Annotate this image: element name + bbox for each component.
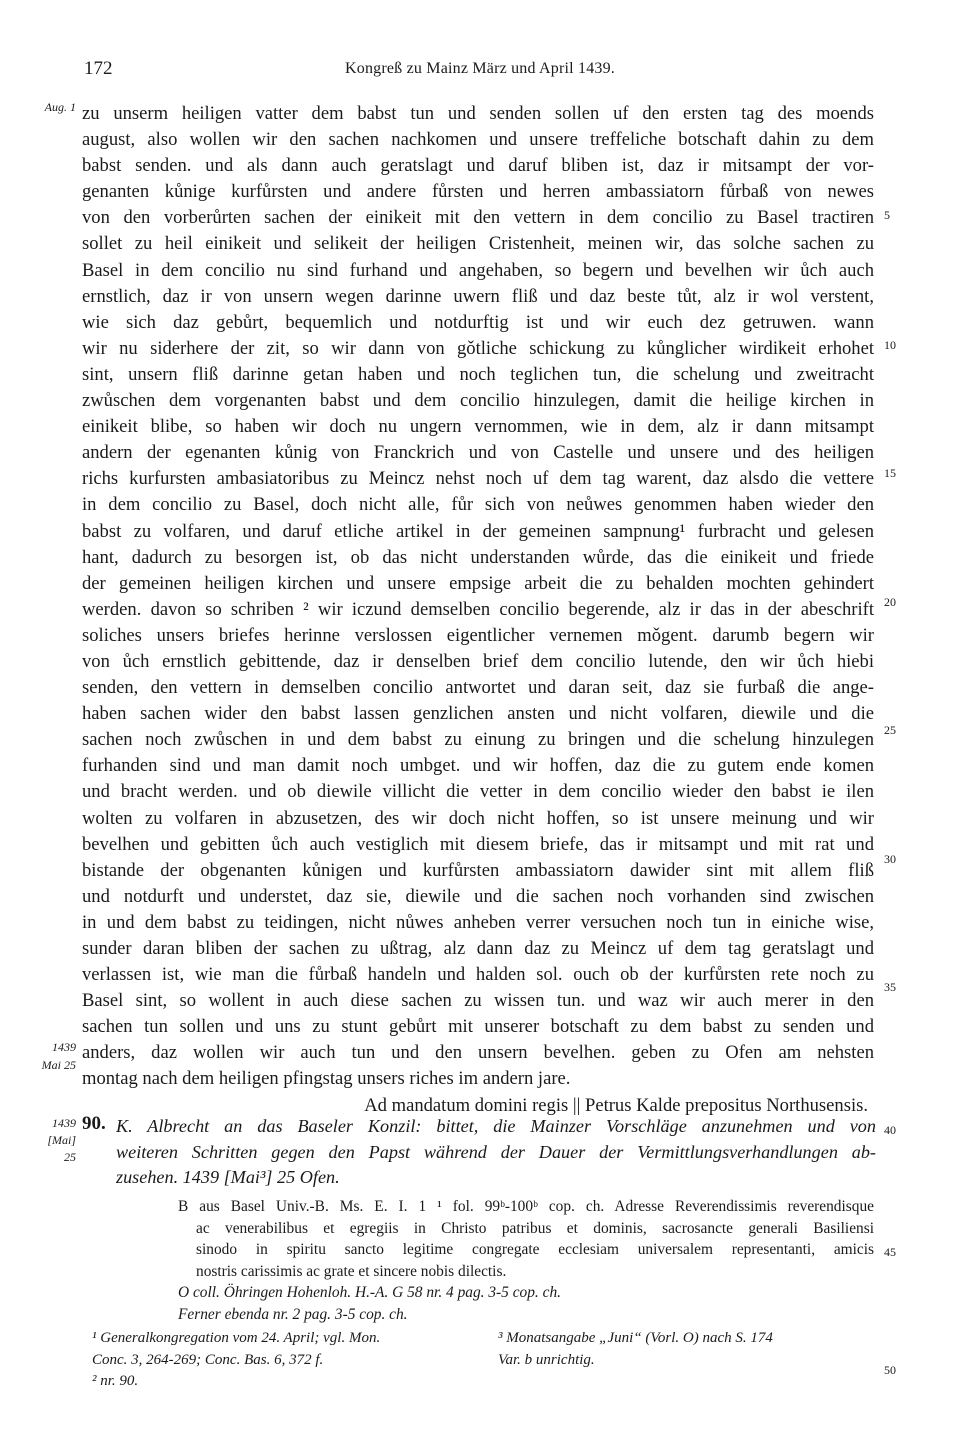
footnote-column-left bbox=[92, 1328, 482, 1393]
text-line: sint, unsern fliß darinne getan haben und noch teglichen tun, die schelung und zweitracht bbox=[82, 363, 874, 385]
text-line: verlassen ist, wie man die fůrbaß handeln und halden sol. ouch ob der kurfůrsten rete noch zu bbox=[82, 964, 874, 986]
source-note-line: O coll. Öhringen Hohenloh. H.-A. G 58 nr. 4 pag. 3-5 cop. ch. bbox=[178, 1284, 562, 1301]
running-title: Kongreß zu Mainz März und April 1439. bbox=[344, 60, 615, 77]
page-number: 172 bbox=[84, 58, 113, 79]
source-notes bbox=[178, 1196, 874, 1325]
item-title-line: zusehen. 1439 [Mai³] 25 Ofen. bbox=[116, 1167, 340, 1187]
item-title-line: K. Albrecht an das Baseler Konzil: bittet, die Mainzer Vorschläge anzunehmen und von bbox=[116, 1116, 876, 1136]
source-note-line: sinodo in spiritu sancto legitime congregate ecclesiam universalem representanti, amicis bbox=[196, 1241, 874, 1258]
line-number: 10 bbox=[884, 338, 896, 352]
text-line: und notdurft und understet, daz sie, diewile und die sachen noch vorhanden sind zwischen bbox=[82, 885, 874, 907]
line-number: 40 bbox=[884, 1123, 896, 1137]
line-number: 5 bbox=[884, 208, 890, 222]
text-line: haben sachen wider den babst lassen genzlichen ansten und nicht volfaren, diewile und die bbox=[82, 703, 874, 725]
text-line: in und dem babst zu teidingen, nicht nůwes anheben verrer versuchen noch tun in einiche wise, bbox=[82, 911, 874, 933]
text-line: von ůch ernstlich gebittende, daz ir denselben brief dem concilio lutende, den wir ůch hiebi bbox=[82, 650, 874, 672]
item-number: 90. bbox=[82, 1113, 106, 1134]
text-line: august, also wollen wir den sachen nachkomen und unsere treffeliche botschaft dahin zu dem bbox=[82, 129, 874, 151]
text-line: werden. davon so schriben ² wir iczund demselben concilio begerende, alz ir das in der abeschrift bbox=[82, 598, 874, 620]
footnote-column-right bbox=[498, 1328, 878, 1371]
text-line: zwůschen dem vorgenanten babst und dem concilio hinzulegen, damit die heilige kirchen in bbox=[82, 390, 874, 412]
text-line: einikeit blibe, so haben wir doch nu ungern vernommen, wie in dem, alz ir dann mitsampt bbox=[82, 416, 874, 438]
margin-item-year: 1439 bbox=[52, 1116, 76, 1130]
text-line: wolten zu volfaren in abzusetzen, des wir doch nicht hoffen, so ist unsere meinung und wir bbox=[82, 807, 874, 829]
margin-date-day: Mai 25 bbox=[41, 1058, 76, 1072]
text-line: soliches unsers briefes herinne verslossen eigentlicher vernemen mǒgent. darumb begern wir bbox=[82, 624, 874, 646]
line-number: 15 bbox=[884, 466, 896, 480]
line-number: 20 bbox=[884, 595, 896, 609]
text-line: bevelhen und gebitten ůch auch vestiglich mit diesem briefe, das ir mitsampt und mit rat und bbox=[82, 833, 874, 855]
line-number: 25 bbox=[884, 723, 896, 737]
page-header bbox=[0, 58, 960, 86]
line-number: 30 bbox=[884, 852, 896, 866]
source-note-line: B aus Basel Univ.-B. Ms. E. I. 1 ¹ fol. 99ᵇ-100ᵇ cop. ch. Adresse Reverendissimis reverendisque bbox=[178, 1198, 874, 1215]
line-number: 50 bbox=[884, 1363, 896, 1377]
text-line: ernstlich, daz ir von unsern wegen darinne uwern fliß und daz beste tůt, alz ir wol verstent, bbox=[82, 285, 874, 307]
margin-date-aug: Aug. 1 bbox=[44, 100, 76, 114]
footnote-1-cont: Conc. 3, 264-269; Conc. Bas. 6, 372 f. bbox=[92, 1351, 324, 1368]
text-line: sollet zu heil einikeit und selikeit der heiligen Cristenheit, meinen wir, das solche sachen zu bbox=[82, 233, 874, 255]
source-note-line: ac venerabilibus et egregiis in Christo patribus et dominis, sacrosancte generali Basiliensi bbox=[196, 1219, 874, 1237]
body-text bbox=[82, 101, 874, 1119]
text-line: sachen noch zwůschen in und dem babst zu einung zu bringen und die schelung hinzulegen bbox=[82, 729, 874, 751]
text-line: bistande der obgenanten kůnigen und kurfůrsten ambassiatorn dawider sint mit allem fliß bbox=[82, 859, 874, 881]
text-line: wir nu siderhere der zit, so wir dann von gǒtliche schickung zu kůnglicher wirdikeit erhohet bbox=[82, 337, 874, 359]
text-line: Basel sint, so wollent in auch diese sachen zu wissen tun. und waz wir auch merer in den bbox=[82, 990, 874, 1012]
footnote-1: ¹ Generalkongregation vom 24. April; vgl. Mon. bbox=[92, 1330, 381, 1346]
text-line: der gemeinen heiligen kirchen und unsere empsige arbeit die zu behalden mochten gehindert bbox=[82, 572, 874, 594]
text-line: in dem concilio zu Basel, doch nicht alle, fůr sich von neůwes genommen haben wieder den bbox=[82, 494, 874, 516]
text-line: andern der egenanten kůnig von Franckrich und von Castelle und unsere und des heiligen bbox=[82, 442, 874, 464]
text-line: furhanden sind und man damit noch umbget. und wir hoffen, daz die zu gutem ende komen bbox=[82, 755, 874, 777]
text-line: zu unserm heiligen vatter dem babst tun und senden sollen uf den ersten tag des moends bbox=[82, 103, 874, 124]
margin-item-day: 25 bbox=[64, 1150, 76, 1164]
text-line: genanten kůnige kurfůrsten und andere fůrsten und herren ambassiatorn fůrbaß von newes bbox=[82, 181, 874, 203]
text-line: richs kurfursten ambasiatoribus zu Meincz nehst noch uf dem tag warent, daz alsdo die vettere bbox=[82, 468, 874, 490]
line-number: 45 bbox=[884, 1245, 896, 1259]
margin-date-year: 1439 bbox=[52, 1040, 76, 1054]
footnote-3: ³ Monatsangabe „Juni“ (Vorl. O) nach S. 174 bbox=[498, 1330, 773, 1346]
text-line: babst zu volfaren, und daruf etliche artikel in der gemeinen sampnung¹ furbracht und gelesen bbox=[82, 520, 874, 542]
item-title bbox=[116, 1114, 876, 1191]
margin-item-month: [Mai] bbox=[47, 1133, 76, 1147]
text-line: und bracht werden. und ob diewile villicht die vetter in dem concilio wieder den babst ie ilen bbox=[82, 781, 874, 803]
source-note-line: nostris carissimis ac grate et sincere nobis dilectis. bbox=[196, 1262, 507, 1280]
source-note-line: Ferner ebenda nr. 2 pag. 3-5 cop. ch. bbox=[178, 1305, 408, 1323]
text-line: von den vorberůrten sachen der einikeit mit den vettern in dem concilio zu Basel tractiren bbox=[82, 207, 874, 229]
text-line: sunder daran bliben der sachen zu ußtrag, alz dann daz zu Meincz uf dem tag geratslagt und bbox=[82, 938, 874, 959]
text-line: montag nach dem heiligen pfingstag unsers riches im andern jare. bbox=[82, 1068, 571, 1090]
text-line: hant, dadurch zu besorgen ist, ob das nicht understanden wůrde, das die einikeit und friede bbox=[82, 546, 874, 568]
text-line: senden, den vettern in demselben concilio antwortet und daran seit, daz sie furbaß die ange- bbox=[82, 677, 874, 699]
text-line: anders, daz wollen wir auch tun und den unsern bevelhen. geben zu Ofen am nehsten bbox=[82, 1042, 874, 1064]
footnote-3-cont: Var. b unrichtig. bbox=[498, 1351, 595, 1368]
signature-line: Ad mandatum domini regis || Petrus Kalde prepositus Northusensis. bbox=[364, 1094, 868, 1116]
line-number: 35 bbox=[884, 980, 896, 994]
text-line: wie sich daz gebůrt, bequemlich und notdurftig ist und wir euch dez getruwen. wann bbox=[82, 311, 874, 333]
text-line: Basel in dem concilio nu sind furhand und angehaben, so begern und bevelhen wir ůch auch bbox=[82, 259, 874, 281]
footnote-2: ² nr. 90. bbox=[92, 1373, 139, 1389]
text-line: sachen tun sollen und uns zu stunt gebůrt mit unserer botschaft zu dem babst zu senden und bbox=[82, 1016, 874, 1038]
text-line: babst senden. und als dann auch geratslagt und daruf bliben ist, daz ir mitsampt der vor- bbox=[82, 155, 874, 177]
item-title-line: weiteren Schritten gegen den Papst während der Dauer der Vermittlungsverhandlungen ab- bbox=[116, 1141, 876, 1162]
